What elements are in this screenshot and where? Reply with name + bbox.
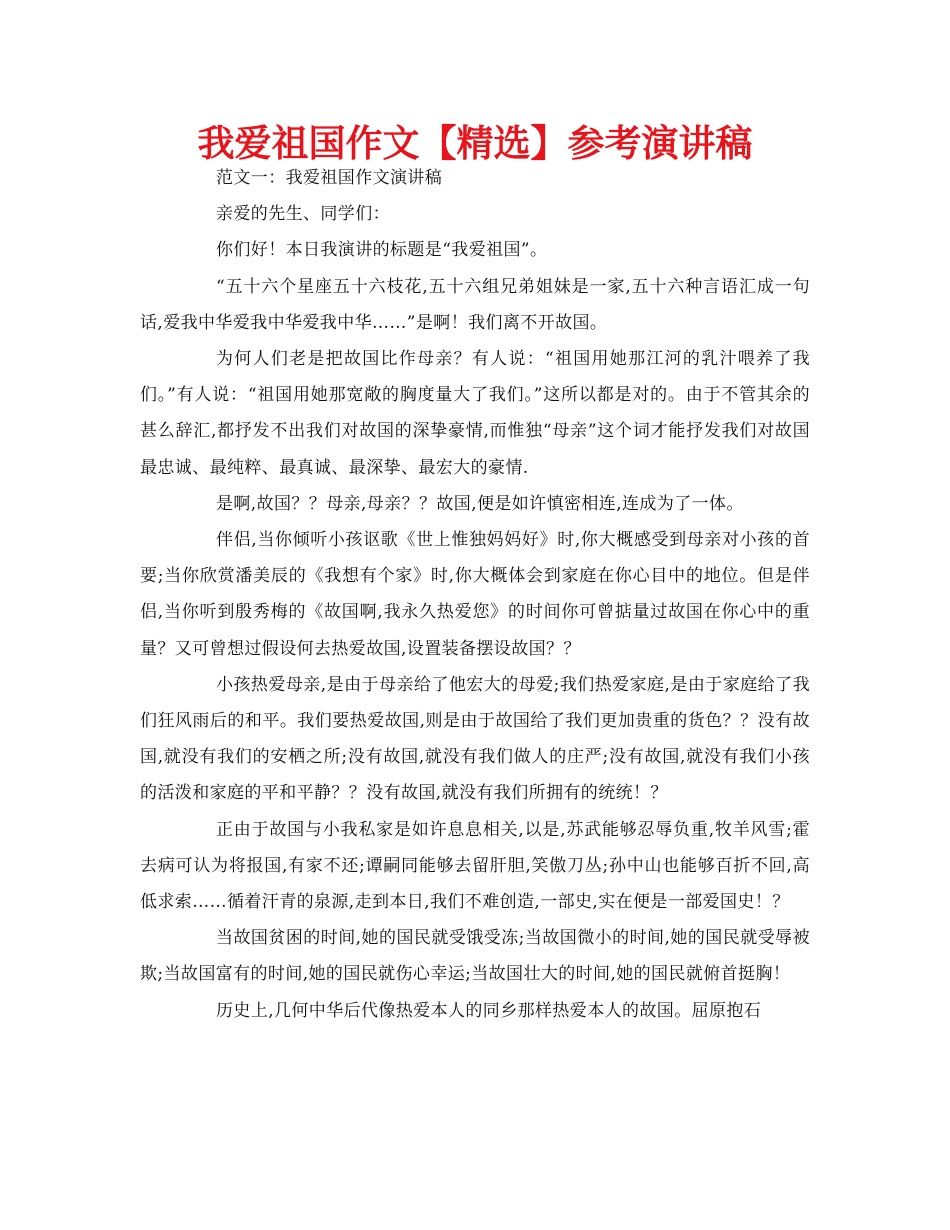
- paragraph: 亲爱的先生、同学们：: [216, 204, 390, 225]
- paragraph: 是啊,故国？？母亲,母亲？？故国,便是如许慎密相连,连成为了一体。: [216, 493, 744, 514]
- paragraph: 历史上,几何中华后代像热爱本人的同乡那样热爱本人的故国。屈原抱石: [216, 1000, 762, 1021]
- paragraph: 为何人们老是把故国比作母亲？有人说：“祖国用她那江河的乳汁喂养了我们。”有人说：“祖国用她那宽敞的胸度量大了我们。”这所以都是对的。由于不管其余的甚么辞汇,都抒发不出我们对故国的深挚豪情,而惟独“母亲”这个词才能抒发我们对故国最忠诚、最纯粹、最真诚、最深挚、最宏大的豪情.: [140, 349, 810, 478]
- document-title: 我爱祖国作文【精选】参考演讲稿: [197, 122, 753, 165]
- paragraph: 你们好！本日我演讲的标题是“我爱祖国”。: [216, 240, 548, 261]
- paragraph: “五十六个星座五十六枝花,五十六组兄弟姐妹是一家,五十六种言语汇成一句话,爱我中华爱我中华爱我中华……”是啊！我们离不开故国。: [140, 276, 810, 333]
- paragraph: 范文一：我爱祖国作文演讲稿: [216, 168, 443, 188]
- paragraph: 正由于故国与小我私家是如许息息相关,以是,苏武能够忍辱负重,牧羊风雪;霍去病可认为将报国,有家不还;谭嗣同能够去留肝胆,笑傲刀丛;孙中山也能够百折不回,高低求索……循着汗青的泉源,走到本日,我们不难创造,一部史,实在便是一部爱国史！？: [140, 819, 810, 913]
- paragraph: 伴侣,当你倾听小孩讴歌《世上惟独妈妈好》时,你大概感受到母亲对小孩的首要;当你欣赏潘美辰的《我想有个家》时,你大概体会到家庭在你心目中的地位。但是伴侣,当你听到殷秀梅的《故国啊,我永久热爱您》的时间你可曾掂量过故国在你心中的重量？又可曾想过假设何去热爱故国,设置装备摆设故国？？: [140, 530, 810, 659]
- paragraph: 小孩热爱母亲,是由于母亲给了他宏大的母爱;我们热爱家庭,是由于家庭给了我们狂风雨后的和平。我们要热爱故国,则是由于故国给了我们更加贵重的货色？？没有故国,就没有我们的安栖之所;没有故国,就没有我们做人的庄严;没有故国,就没有我们小孩的活泼和家庭的平和平静？？没有故国,就没有我们所拥有的统统！？: [140, 674, 810, 804]
- document-body: [140, 160, 810, 1029]
- paragraph: 当故国贫困的时间,她的国民就受饿受冻;当故国微小的时间,她的国民就受辱被欺;当故国富有的时间,她的国民就伤心幸运;当故国壮大的时间,她的国民就俯首挺胸！: [140, 928, 810, 985]
